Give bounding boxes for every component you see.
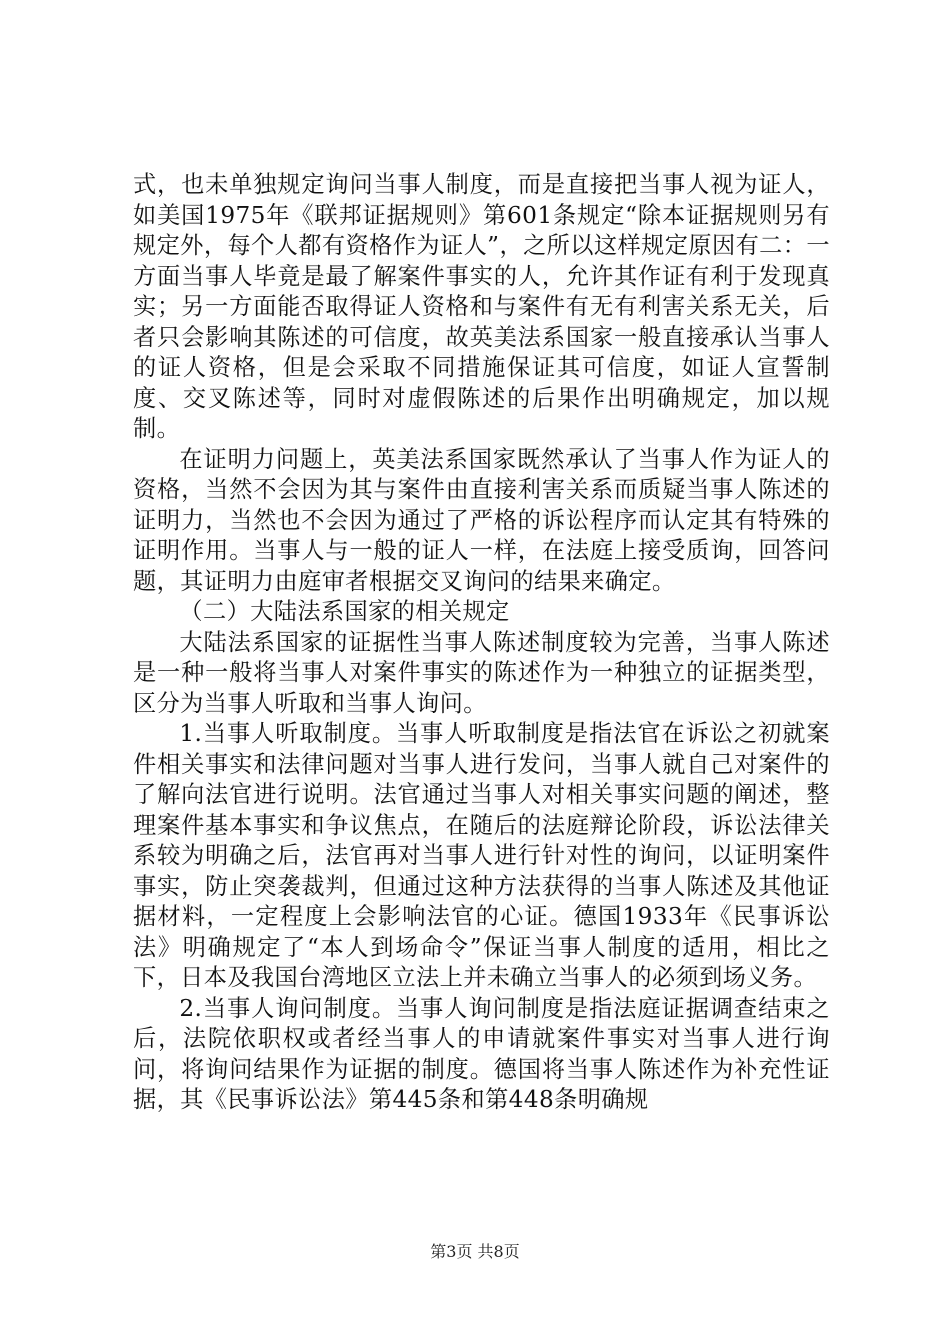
section-heading-civil-law: （二）大陆法系国家的相关规定 xyxy=(179,598,510,625)
paragraph-probative-force: 在证明力问题上，英美法系国家既然承认了当事人作为证人的资格，当然不会因为其与案件由直接利害关系而质疑当事人陈述的证明力，当然也不会因为通过了严格的诉讼程序而认定其有特殊的证明作用。当事人与一般的证人一样，在法庭上接受质询，回答问题，其证明力由庭审者根据交叉询问的结果来确定。 xyxy=(133,445,830,595)
paragraph-us-evidence-rules: 式，也未单独规定询问当事人制度，而是直接把当事人视为证人，如美国1975年《联邦证据规则》第601条规定“除本证据规则另有规定外，每个人都有资格作为证人”，之所以这样规定原因有二：一方面当事人毕竟是最了解案件事实的人，允许其作证有利于发现真实；另一方面能否取得证人资格和与案件有无有利害关系无关，后者只会影响其陈述的可信度，故英美法系国家一般直接承认当事人的证人资格，但是会采取不同措施保证其可信度，如证人宣誓制度、交叉陈述等，同时对虚假陈述的后果作出明确规定，加以规制。 xyxy=(133,171,830,442)
page-footer xyxy=(0,1242,950,1262)
paragraph-party-examination: 2.当事人询问制度。当事人询问制度是指法庭证据调查结束之后，法院依职权或者经当事人的申请就案件事实对当事人进行询问，将询问结果作为证据的制度。德国将当事人陈述作为补充性证据，其《民事诉讼法》第445条和第448条明确规 xyxy=(133,994,830,1113)
page-number-label: 第3页 共8页 xyxy=(430,1242,520,1261)
document-body xyxy=(133,170,830,1116)
paragraph-civil-law-intro: 大陆法系国家的证据性当事人陈述制度较为完善，当事人陈述是一种一般将当事人对案件事实的陈述作为一种独立的证据类型，区分为当事人听取和当事人询问。 xyxy=(133,628,830,717)
paragraph-party-hearing: 1.当事人听取制度。当事人听取制度是指法官在诉讼之初就案件相关事实和法律问题对当事人进行发问，当事人就自己对案件的了解向法官进行说明。法官通过当事人对相关事实问题的阐述，整理案件基本事实和争议焦点，在随后的法庭辩论阶段，诉讼法律关系较为明确之后，法官再对当事人进行针对性的询问，以证明案件事实，防止突袭裁判，但通过这种方法获得的当事人陈述及其他证据材料，一定程度上会影响法官的心证。德国1933年《民事诉讼法》明确规定了“本人到场命令”保证当事人制度的适用，相比之下，日本及我国台湾地区立法上并未确立当事人的必须到场义务。 xyxy=(133,720,830,991)
